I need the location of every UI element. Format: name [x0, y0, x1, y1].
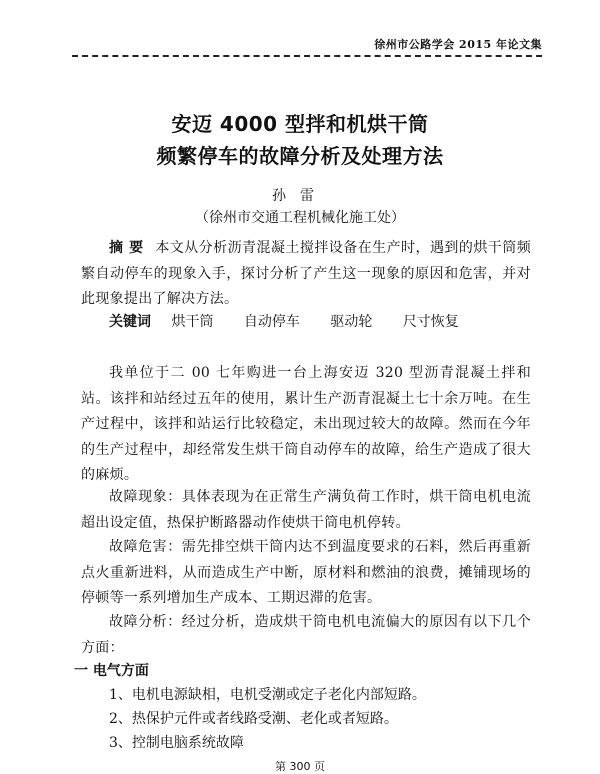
running-header: 徐州市公路学会 2015 年论文集: [374, 38, 542, 51]
keyword: 自动停车: [243, 314, 300, 330]
list-item: 1、电机电源缺相，电机受潮或定子老化内部短路。: [109, 687, 426, 703]
abstract: [81, 236, 531, 313]
keyword: 驱动轮: [330, 314, 373, 330]
keywords-label: 关键词: [109, 314, 151, 330]
keyword: 尺寸恢复: [402, 314, 459, 330]
author-affiliation: （徐州市交通工程机械化施工处）: [195, 210, 405, 226]
paper-title-line-2: 频繁停车的故障分析及处理方法: [156, 144, 444, 168]
list-item: 2、热保护元件或者线路受潮、老化或者短路。: [109, 711, 398, 727]
body-paragraph: 故障分析：经过分析，造成烘干筒电机电流偏大的原因有以下几个方面：: [81, 614, 531, 656]
author-name: 孙雷: [272, 188, 328, 204]
section-heading: 一 电气方面: [74, 663, 149, 679]
body-paragraph: 我单位于二 00 七年购进一台上海安迈 320 型沥青混凝土拌和站。该拌和站经过五年的使用，累计生产沥青混凝土七十余万吨。在生产过程中，该拌和站运行比较稳定，未出现过较大的故障。然而在今年的生产过程中，却经常发生烘干筒自动停车的故障，给生产造成了很大的麻烦。: [81, 365, 531, 483]
header-divider: [72, 55, 542, 57]
keyword: 烘干筒: [171, 314, 214, 330]
body-paragraph: 故障现象：具体表现为在正常生产满负荷工作时，烘干筒电机电流超出设定值，热保护断路器动作使烘干筒电机停转。: [81, 489, 531, 531]
list-item: 3、控制电脑系统故障: [109, 735, 244, 751]
abstract-text: 本文从分析沥青混凝土搅拌设备在生产时，遇到的烘干筒频繁自动停车的现象入手，探讨分析了产生这一现象的原因和危害，并对此现象提出了解决方法。: [81, 240, 531, 307]
abstract-label: 摘要: [109, 240, 150, 256]
paper-title-line-1: 安迈 4000 型拌和机烘干筒: [171, 112, 429, 136]
body-paragraph: 故障危害：需先排空烘干筒内达不到温度要求的石料，然后再重新点火重新进料，从而造成生产中断，原材料和燃油的浪费，摊铺现场的停顿等一系列增加生产成本、工期迟滞的危害。: [81, 539, 531, 606]
keywords: [109, 311, 485, 331]
page-number: 第 300 页: [275, 760, 325, 773]
